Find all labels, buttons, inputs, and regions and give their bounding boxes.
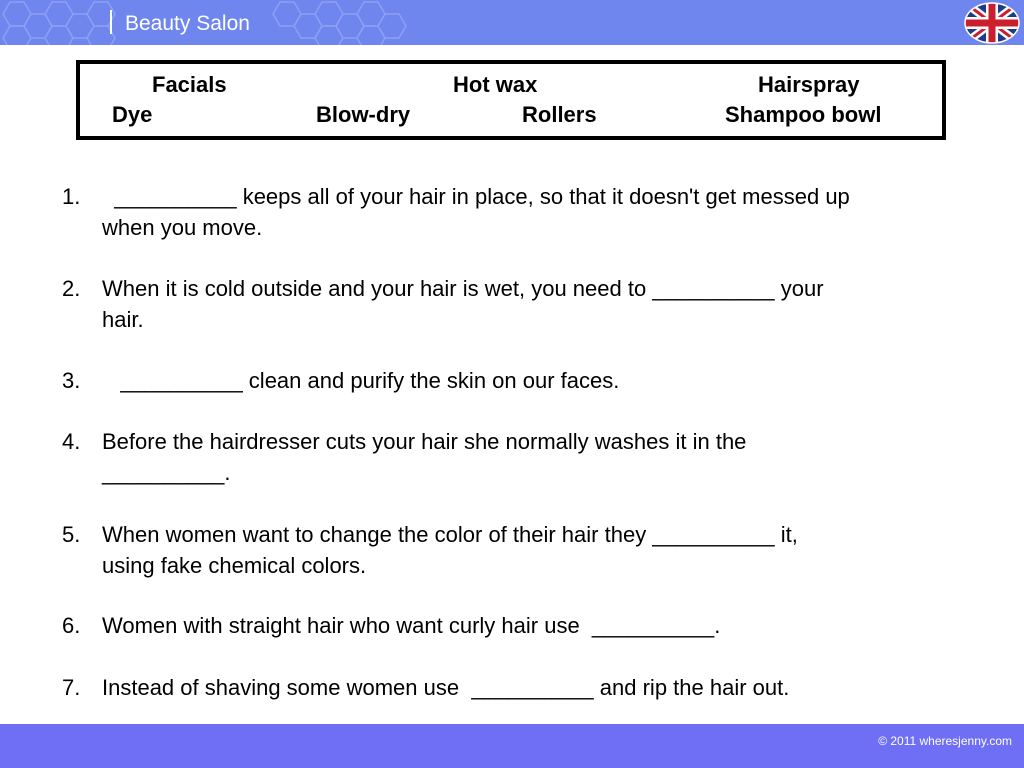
word-bank-item: Shampoo bowl xyxy=(725,102,882,127)
question-line: __________. xyxy=(102,460,231,485)
question-line: When it is cold outside and your hair is wet, you need to __________ your xyxy=(102,276,824,301)
question-number: 4. xyxy=(62,429,81,454)
question-text xyxy=(102,610,982,641)
question-text xyxy=(102,519,982,581)
word-bank-item: Hot wax xyxy=(453,72,538,97)
question-line: hair. xyxy=(102,307,144,332)
word-bank-box xyxy=(76,60,946,140)
question-text xyxy=(102,365,982,396)
word-bank-item: Rollers xyxy=(522,102,597,127)
word-bank-item: Dye xyxy=(112,102,153,127)
question-line: Women with straight hair who want curly hair use __________. xyxy=(102,613,721,638)
question-line: __________ clean and purify the skin on our faces. xyxy=(102,368,620,393)
copyright-text: © 2011 wheresjenny.com xyxy=(878,734,1012,748)
question-number: 5. xyxy=(62,522,81,547)
header-bar xyxy=(0,0,1024,45)
question-text xyxy=(102,181,982,243)
question-text xyxy=(102,273,982,335)
question-number: 3. xyxy=(62,368,81,393)
question-number: 2. xyxy=(62,276,81,301)
question-line: Before the hairdresser cuts your hair she normally washes it in the xyxy=(102,429,747,454)
question-text xyxy=(102,426,982,488)
question-line: Instead of shaving some women use __________ and rip the hair out. xyxy=(102,675,790,700)
uk-flag-icon xyxy=(964,2,1020,44)
word-bank-item: Hairspray xyxy=(758,72,860,97)
word-bank-item: Facials xyxy=(152,72,227,97)
question-line: when you move. xyxy=(102,215,263,240)
question-number: 7. xyxy=(62,675,81,700)
footer-bar xyxy=(0,724,1024,768)
word-bank-item: Blow-dry xyxy=(316,102,411,127)
question-line: using fake chemical colors. xyxy=(102,553,367,578)
question-line: When women want to change the color of their hair they __________ it, xyxy=(102,522,798,547)
question-text xyxy=(102,672,982,703)
question-number: 6. xyxy=(62,613,81,638)
question-line: __________ keeps all of your hair in place, so that it doesn't get messed up xyxy=(102,184,850,209)
page-title: Beauty Salon xyxy=(125,12,250,35)
question-number: 1. xyxy=(62,184,81,209)
header-divider xyxy=(110,10,112,34)
